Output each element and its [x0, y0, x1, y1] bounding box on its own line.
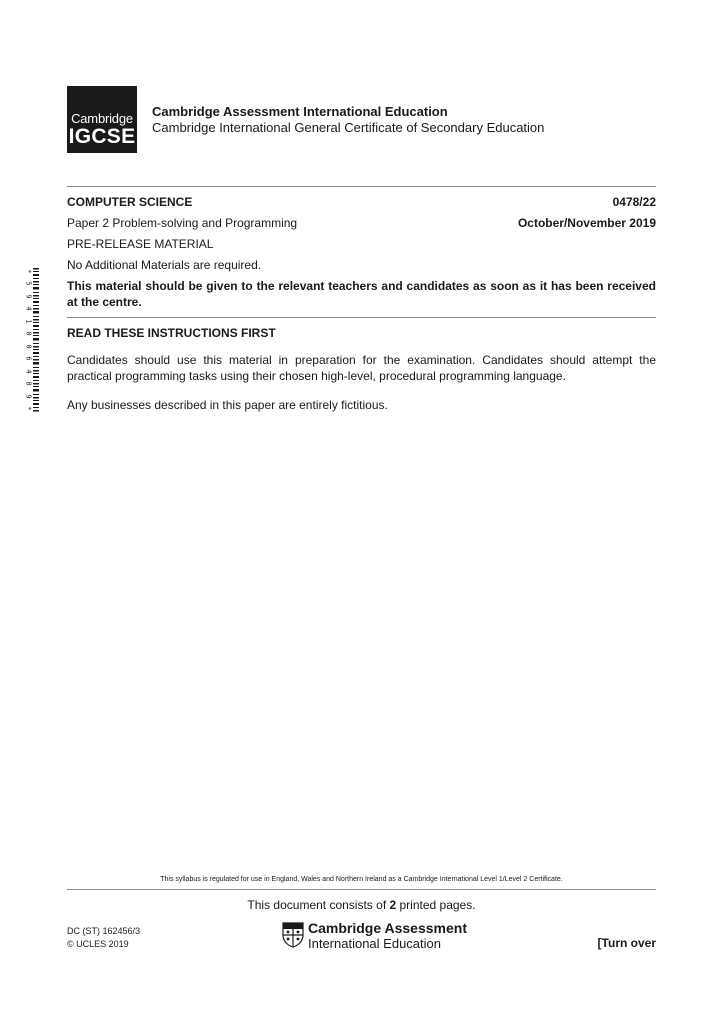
logo-line2: IGCSE [68, 125, 136, 148]
page-count-statement [67, 898, 656, 912]
divider-instructions [67, 317, 656, 318]
syllabus-code: 0478/22 [612, 195, 656, 209]
page-count-prefix: This document consists of [247, 898, 390, 912]
brand-name-line1: Cambridge Assessment [308, 920, 467, 936]
regulation-note: This syllabus is regulated for use in England, Wales and Northern Ireland as a Cambridge International Level 1/Level 2 Certificate. [160, 876, 563, 883]
page-count-number: 2 [389, 898, 397, 912]
teacher-notice: This material should be given to the relevant teachers and candidates as soon as it has been received at the centre. [67, 279, 656, 309]
logo-line1: Cambridge [71, 111, 133, 126]
barcode-bars [33, 268, 39, 412]
barcode-digit: 5 [24, 281, 33, 287]
exam-session: October/November 2019 [517, 216, 656, 230]
barcode-digit: 9 [24, 294, 33, 299]
barcode-digit: 4 [24, 369, 33, 374]
cambridge-igcse-logo [67, 86, 137, 153]
subject-title: COMPUTER SCIENCE [67, 195, 193, 209]
barcode-digit: 4 [24, 306, 33, 311]
paper-title: Paper 2 Problem-solving and Programming [67, 216, 298, 230]
barcode-digit: 9 [24, 393, 33, 399]
barcode-digit: * [24, 269, 33, 274]
barcode-digit: 0 [24, 331, 33, 336]
turn-over-label: [Turn over [597, 936, 656, 950]
divider-top [67, 186, 656, 187]
copyright-notice: © UCLES 2019 [67, 939, 129, 949]
barcode-digits [24, 268, 32, 412]
instructions-paragraph-1: Candidates should use this material in preparation for the examination. Candidates should attempt the practical programming tasks using their chosen high-level, procedural programming language. [67, 353, 656, 383]
materials-note: No Additional Materials are required. [67, 258, 262, 272]
barcode-digit: 6 [24, 356, 33, 361]
barcode-digit: 0 [24, 344, 33, 349]
candidate-barcode [24, 268, 38, 412]
barcode-digit: 1 [24, 319, 33, 324]
instructions-paragraph-2: Any businesses described in this paper are entirely fictitious. [67, 398, 388, 412]
material-type: PRE-RELEASE MATERIAL [67, 237, 214, 251]
brand-name-line2: International Education [308, 936, 441, 951]
divider-footer [67, 889, 656, 890]
instructions-heading: READ THESE INSTRUCTIONS FIRST [67, 326, 276, 340]
barcode-digit: * [24, 406, 33, 411]
barcode-digit: 8 [24, 381, 33, 386]
qualification-name: Cambridge International General Certificate of Secondary Education [152, 120, 545, 135]
cambridge-crest-icon [282, 922, 304, 948]
page-count-suffix: printed pages. [396, 898, 476, 912]
document-reference: DC (ST) 162456/3 [67, 926, 141, 936]
organisation-name: Cambridge Assessment International Education [152, 104, 448, 119]
